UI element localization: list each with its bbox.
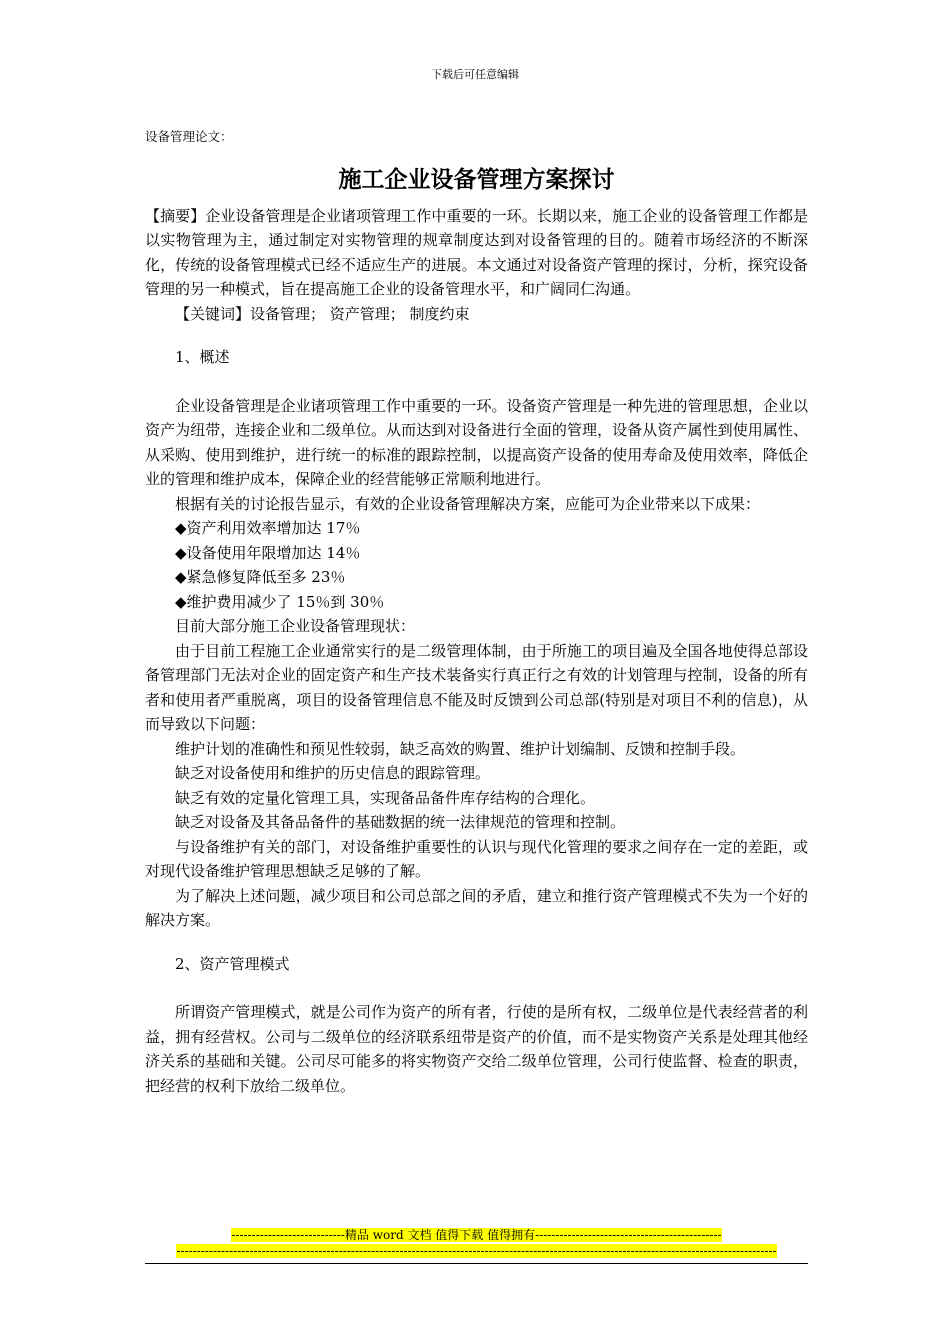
section-1-para-1: 企业设备管理是企业诸项管理工作中重要的一环。设备资产管理是一种先进的管理思想，企业以资产为纽带，连接企业和二级单位。从而达到对设备进行全面的管理，设备从资产属性到使用属性、从采购、使用到维护，进行统一的标准的跟踪控制，以提高资产设备的使用寿命及使用效率，降低企业的管理和维护成本，保障企业的经营能够正常顺利地进行。 bbox=[145, 396, 808, 488]
bullet-item: ◆资产利用效率增加达 17％ bbox=[175, 519, 361, 537]
section-2-para-1: 所谓资产管理模式，就是公司作为资产的所有者，行使的是所有权，二级单位是代表经营者的利益，拥有经营权。公司与二级单位的经济联系纽带是资产的价值，而不是实物资产关系是处理其他经济关系的基础和关键。公司尽可能多的将实物资产交给二级单位管理，公司行使监督、检查的职责，把经营的权利下放给二级单位。 bbox=[145, 1003, 808, 1095]
footer-banner bbox=[145, 1227, 808, 1259]
bullet-item: ◆维护费用减少了 15％到 30％ bbox=[175, 592, 385, 611]
issue-item: 维护计划的准确性和预见性较弱，缺乏高效的购置、维护计划编制、反馈和控制手段。 bbox=[175, 739, 746, 758]
footer-line-1: ----------------------------精品 word 文档 值得下载 值得拥有---------------------------------------------- bbox=[231, 1228, 722, 1242]
abstract: 【摘要】企业设备管理是企业诸项管理工作中重要的一环。长期以来，施工企业的设备管理工作都是以实物管理为主，通过制定对实物管理的规章制度达到对设备管理的目的。随着市场经济的不断深化，传统的设备管理模式已经不适应生产的进展。本文通过对设备资产管理的探讨，分析，探究设备管理的另一种模式，旨在提高施工企业的设备管理水平，和广阔同仁沟通。 bbox=[145, 206, 808, 298]
section-1-para-2: 根据有关的讨论报告显示，有效的企业设备管理解决方案，应能可为企业带来以下成果： bbox=[175, 494, 761, 513]
section-1-para-3: 目前大部分施工企业设备管理现状： bbox=[175, 617, 416, 635]
bullet-item: ◆设备使用年限增加达 14％ bbox=[175, 543, 361, 562]
footer-rule bbox=[145, 1263, 808, 1264]
keywords: 【关键词】设备管理； 资产管理； 制度约束 bbox=[175, 304, 470, 323]
issue-item: 为了解决上述问题，减少项目和公司总部之间的矛盾，建立和推行资产管理模式不失为一个好的解决方案。 bbox=[145, 886, 808, 929]
footer-line-2: ---------------------------------------------------------------------------------------------------------------------------------------------------- bbox=[176, 1244, 777, 1258]
header-note: 下载后可任意编辑 bbox=[431, 68, 519, 81]
section-1-para-4: 由于目前工程施工企业通常实行的是二级管理体制，由于所施工的项目遍及全国各地使得总部设备管理部门无法对企业的固定资产和生产技术装备实行真正行之有效的计划管理与控制，设备的所有者和使用者严重脱离，项目的设备管理信息不能及时反馈到公司总部(特别是对项目不利的信息)，从而导致以下问题： bbox=[145, 641, 808, 733]
section-2-heading: 2、资产管理模式 bbox=[175, 954, 290, 973]
doc-label: 设备管理论文： bbox=[145, 129, 233, 144]
bullet-item: ◆紧急修复降低至多 23％ bbox=[175, 568, 346, 586]
document-body bbox=[145, 125, 808, 1098]
page-title: 施工企业设备管理方案探讨 bbox=[338, 165, 615, 193]
issue-item: 缺乏对设备使用和维护的历史信息的跟踪管理。 bbox=[175, 764, 491, 782]
section-1-heading: 1、概述 bbox=[175, 348, 230, 366]
issue-item: 与设备维护有关的部门，对设备维护重要性的认识与现代化管理的要求之间存在一定的差距，或对现代设备维护管理思想缺乏足够的了解。 bbox=[145, 837, 808, 880]
issue-item: 缺乏对设备及其备品备件的基础数据的统一法律规范的管理和控制。 bbox=[175, 813, 626, 831]
issue-item: 缺乏有效的定量化管理工具，实现备品备件库存结构的合理化。 bbox=[175, 788, 596, 807]
